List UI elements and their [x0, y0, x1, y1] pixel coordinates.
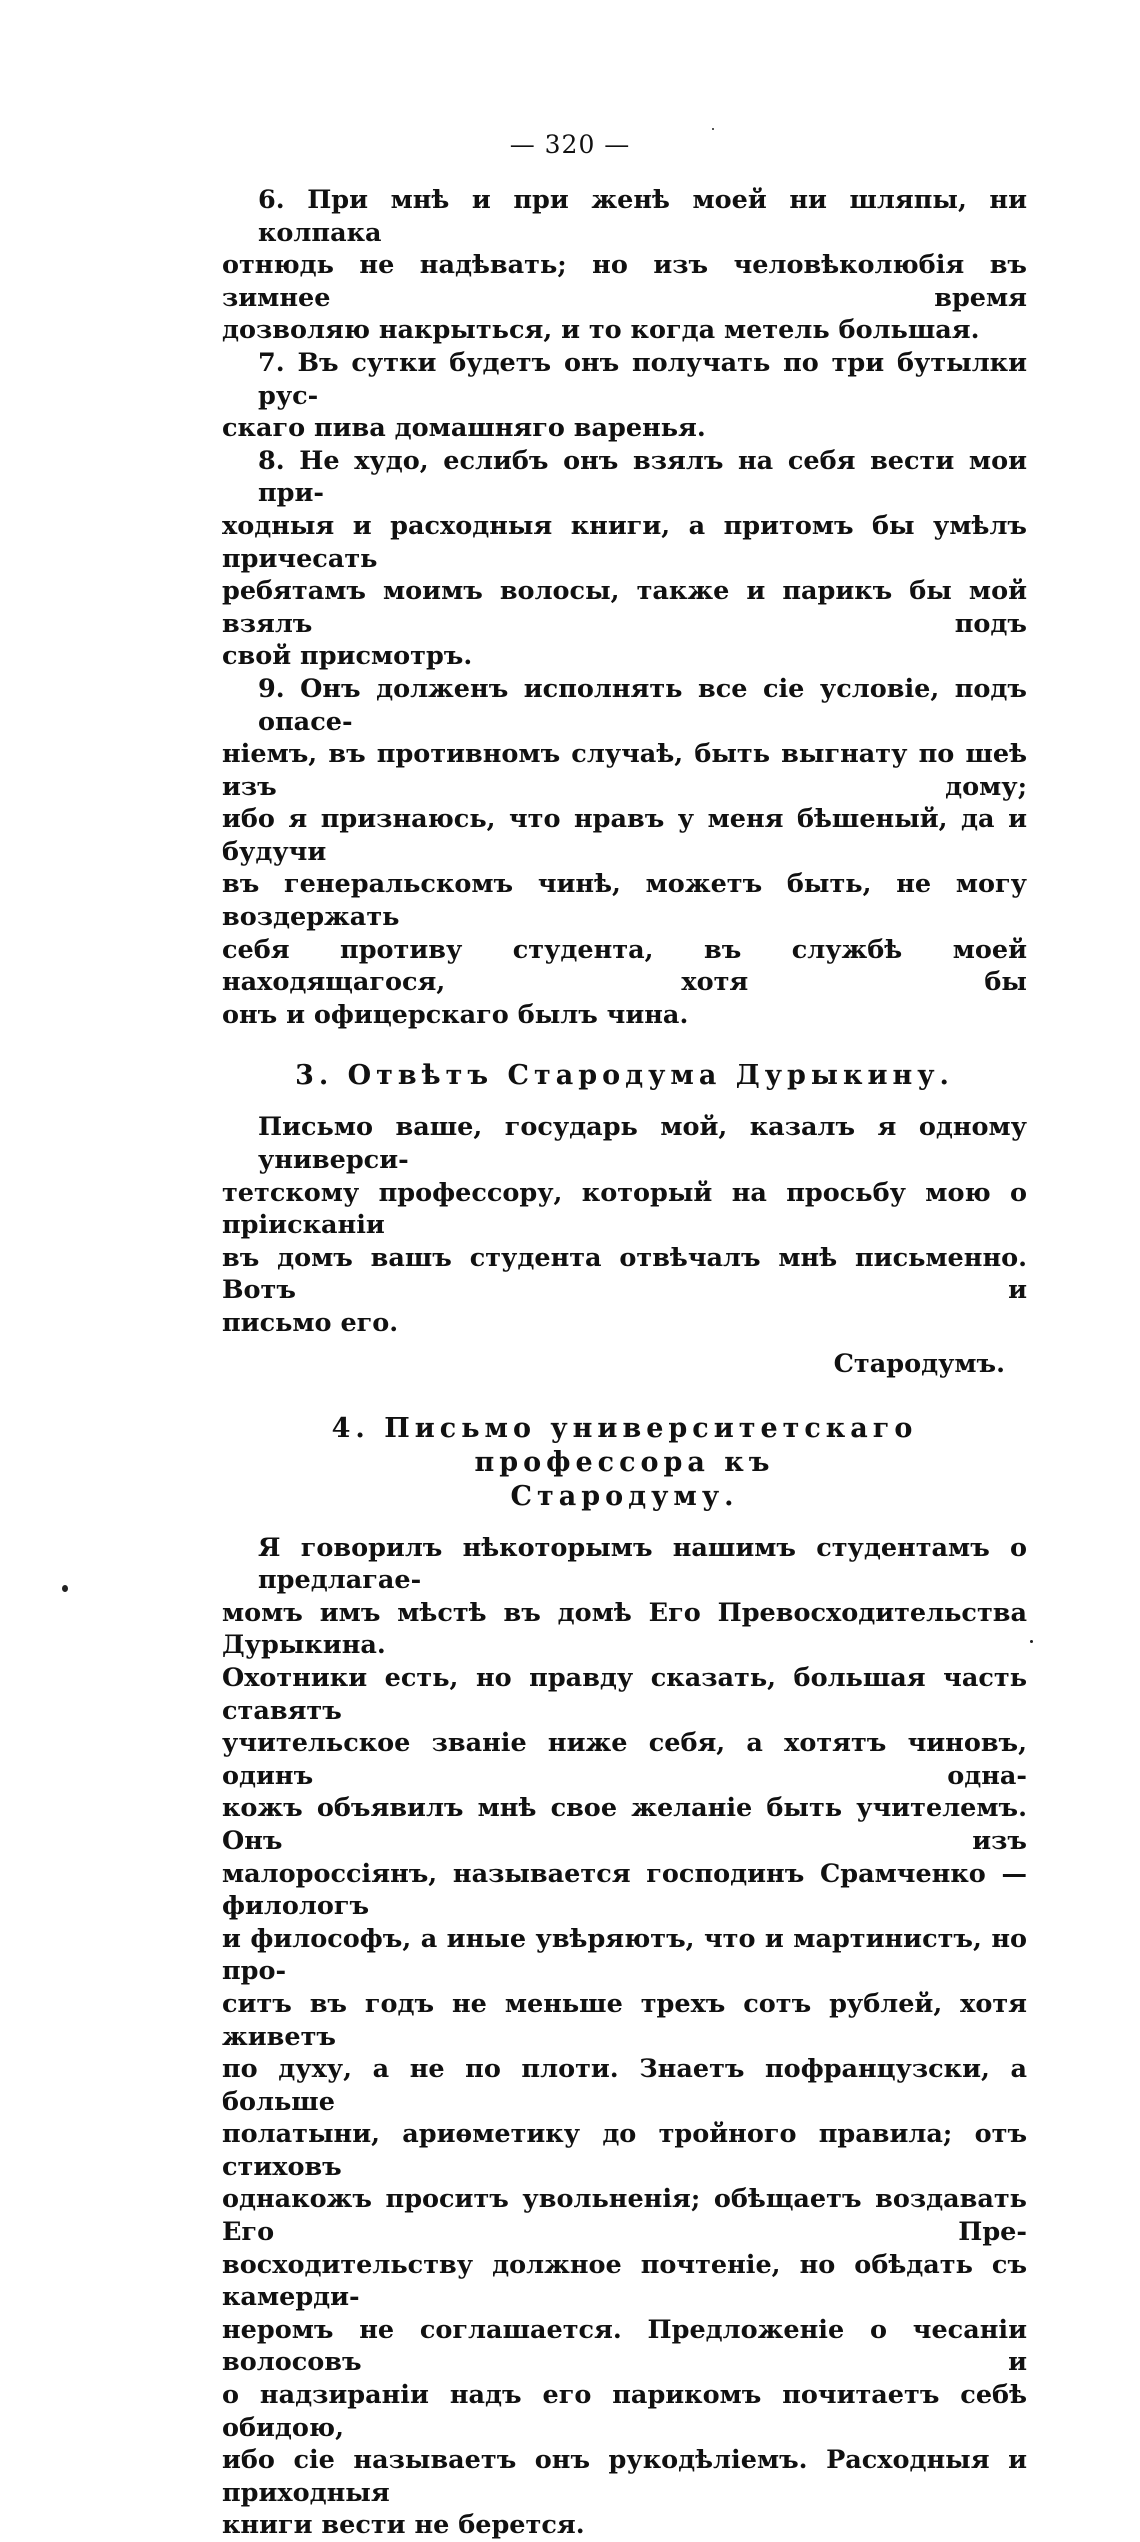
page-body [222, 184, 1027, 2542]
text-line: онъ и офицерскаго былъ чина. [222, 999, 689, 1030]
scan-speck [62, 1585, 68, 1592]
text-line: въ генеральскомъ чинѣ, можетъ быть, не могу воздержать [222, 869, 1027, 933]
text-line: себя противу студента, въ службѣ моей находящагося, хотя бы [222, 934, 1027, 998]
text-line: неромъ не соглашается. Предложеніе о чесаніи волосовъ и [222, 2314, 1027, 2378]
text-line: о надзираніи надъ его парикомъ почитаетъ себѣ обидою, [222, 2380, 1027, 2443]
text-line: учительское званіе ниже себя, а хотятъ чиновъ, одинъ одна- [222, 1728, 1027, 1791]
text-line: восходительству должное почтеніе, но обѣдать съ камерди- [222, 2249, 1027, 2313]
text-line: ибо сіе называетъ онъ рукодѣліемъ. Расходныя и приходныя [222, 2445, 1027, 2508]
scan-speck [712, 128, 714, 130]
scan-speck [1030, 1640, 1033, 1643]
text-line: въ домъ вашъ студента отвѣчалъ мнѣ письменно. Вотъ и [222, 1242, 1027, 1306]
text-line: ситъ въ годъ не меньше трехъ сотъ рублей, хотя живетъ [222, 1988, 1027, 2052]
letter-4-heading-line-2: Стародуму. [510, 1480, 739, 1512]
text-line: скаго пива домашняго варенья. [222, 413, 706, 444]
text-line: 9. Онъ долженъ исполнять все сіе условіе, подъ опасе- [258, 673, 1027, 737]
list-item-8 [222, 445, 1027, 673]
text-line: по духу, а не по плоти. Знаетъ пофранцузски, а больше [222, 2054, 1027, 2117]
letter-4-heading-line-1: 4. Письмо университетскаго профессора къ [331, 1412, 918, 1478]
letter-3-body [222, 1111, 1027, 1339]
text-line: ибо я признаюсь, что нравъ у меня бѣшеный, да и будучи [222, 804, 1027, 867]
letter-3-signature: Стародумъ. [833, 1348, 1005, 1379]
text-line: ребятамъ моимъ волосы, также и парикъ бы мой взялъ подъ [222, 576, 1027, 639]
text-line: тетскому профессору, который на просьбу мою о пріисканіи [222, 1177, 1027, 1241]
text-line: отнюдь не надѣвать; но изъ человѣколюбія въ зимнее время [222, 250, 1027, 313]
text-line: ходныя и расходныя книги, а притомъ бы умѣлъ причесать [222, 510, 1027, 574]
letter-4-body [222, 1532, 1027, 2542]
text-line: малороссіянъ, называется господинъ Срамченко — филологъ [222, 1858, 1027, 1922]
text-line: 7. Въ сутки будетъ онъ получать по три бутылки рус- [258, 347, 1027, 411]
text-line: дозволяю накрыться, и то когда метель большая. [222, 315, 980, 346]
text-line: Охотники есть, но правду сказать, большая часть ставятъ [222, 1662, 1027, 1726]
text-line: и философъ, а иные увѣряютъ, что и мартинистъ, но про- [222, 1923, 1027, 1987]
text-line: письмо его. [222, 1308, 399, 1338]
text-line: кожъ объявилъ мнѣ свое желаніе быть учителемъ. Онъ изъ [222, 1793, 1027, 1856]
page-number: — 320 — [509, 130, 631, 159]
text-line: свой присмотръ. [222, 641, 473, 672]
text-line: ніемъ, въ противномъ случаѣ, быть выгнату по шеѣ изъ дому; [222, 739, 1027, 802]
letter-3-heading: 3. Отвѣтъ Стародума Дурыкину. [295, 1060, 954, 1092]
text-line: Я говорилъ нѣкоторымъ нашимъ студентамъ о предлагае- [258, 1532, 1027, 1596]
text-line: полатыни, ариѳметику до тройного правила; отъ стиховъ [222, 2119, 1027, 2182]
list-item-9 [222, 673, 1027, 1032]
text-line: Письмо ваше, государь мой, казалъ я одному универси- [258, 1112, 1027, 1176]
list-item-7 [222, 347, 1027, 445]
text-line: 6. При мнѣ и при женѣ моей ни шляпы, ни колпака [258, 185, 1027, 248]
text-line: однакожъ проситъ увольненія; обѣщаетъ воздавать Его Пре- [222, 2184, 1027, 2248]
text-line: книги вести не берется. [222, 2510, 585, 2541]
text-line: 8. Не худо, еслибъ онъ взялъ на себя вести мои при- [258, 445, 1027, 509]
list-item-6 [222, 184, 1027, 347]
text-line: момъ имъ мѣстѣ въ домѣ Его Превосходительства Дурыкина. [222, 1597, 1027, 1661]
